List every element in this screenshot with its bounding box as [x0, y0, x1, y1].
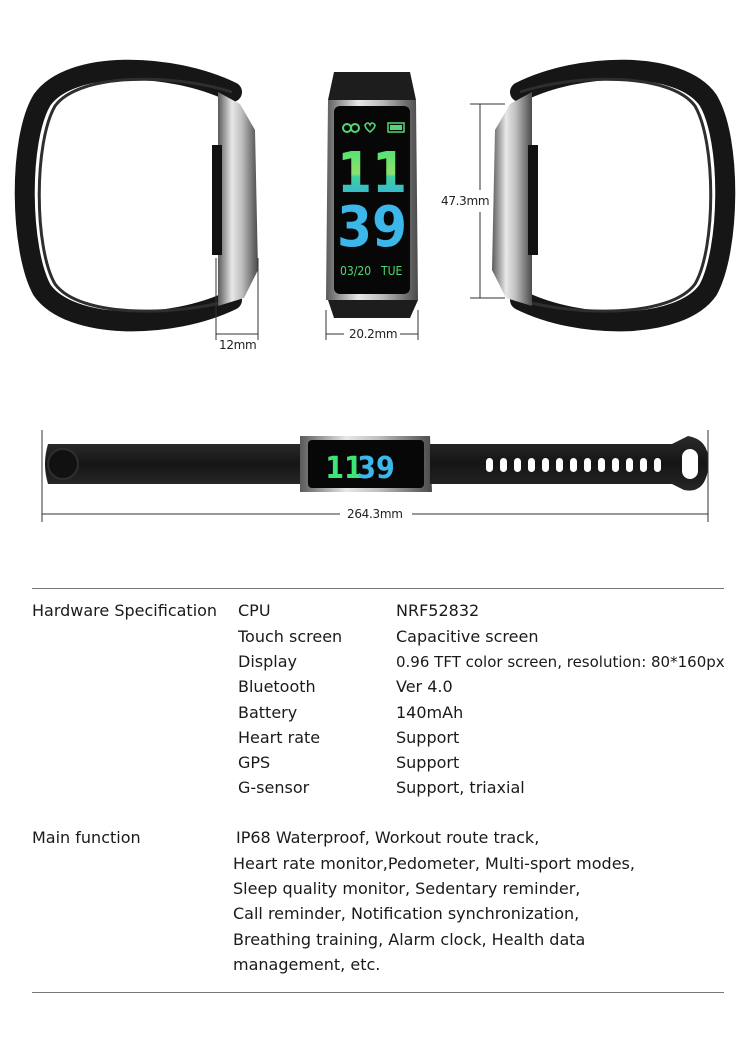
side-view-right — [492, 70, 725, 322]
spec-value: Support — [396, 728, 460, 747]
spec-label: Touch screen — [238, 627, 343, 646]
function-line: Call reminder, Notification synchronization, — [233, 904, 580, 923]
function-line: management, etc. — [233, 955, 381, 974]
function-line: Breathing training, Alarm clock, Health data — [233, 930, 586, 949]
watch-weekday: TUE — [381, 264, 403, 278]
screen-width-label: 20.2mm — [349, 327, 398, 341]
total-length-label: 264.3mm — [347, 507, 403, 521]
spec-value: 140mAh — [396, 703, 464, 722]
spec-value: Support — [396, 753, 460, 772]
watch-minute: 39 — [336, 195, 408, 260]
spec-label: Heart rate — [238, 728, 321, 747]
spec-label: Bluetooth — [238, 677, 316, 696]
spec-value: Support, triaxial — [396, 778, 525, 797]
watch-date: 03/20 — [340, 264, 372, 278]
hardware-heading: Hardware Specification — [32, 601, 218, 620]
function-line: IP68 Waterproof, Workout route track, — [236, 828, 540, 847]
spec-value: NRF52832 — [396, 601, 480, 620]
side-view-left — [25, 70, 258, 322]
top-divider — [32, 588, 724, 589]
spec-label: G-sensor — [238, 778, 310, 797]
flat-band-view — [45, 436, 709, 492]
spec-value: 0.96 TFT color screen, resolution: 80*160px — [396, 653, 725, 671]
spec-label: CPU — [238, 601, 271, 620]
spec-label: Battery — [238, 703, 298, 722]
flat-watch-minute: 39 — [357, 451, 395, 486]
main-function-heading: Main function — [32, 828, 141, 847]
band-thickness-label: 12mm — [219, 338, 257, 352]
screen-height-label: 47.3mm — [441, 194, 490, 208]
spec-label: GPS — [238, 753, 271, 772]
spec-value: Ver 4.0 — [396, 677, 453, 696]
flat-watch-hour: 11 — [325, 451, 363, 486]
bottom-divider — [32, 992, 724, 993]
watch-hour: 11 — [336, 141, 408, 206]
function-line: Sleep quality monitor, Sedentary reminder, — [233, 879, 581, 898]
spec-value: Capacitive screen — [396, 627, 539, 646]
front-view — [326, 72, 418, 318]
function-line: Heart rate monitor,Pedometer, Multi-sport modes, — [233, 854, 635, 873]
spec-label: Display — [238, 652, 297, 671]
